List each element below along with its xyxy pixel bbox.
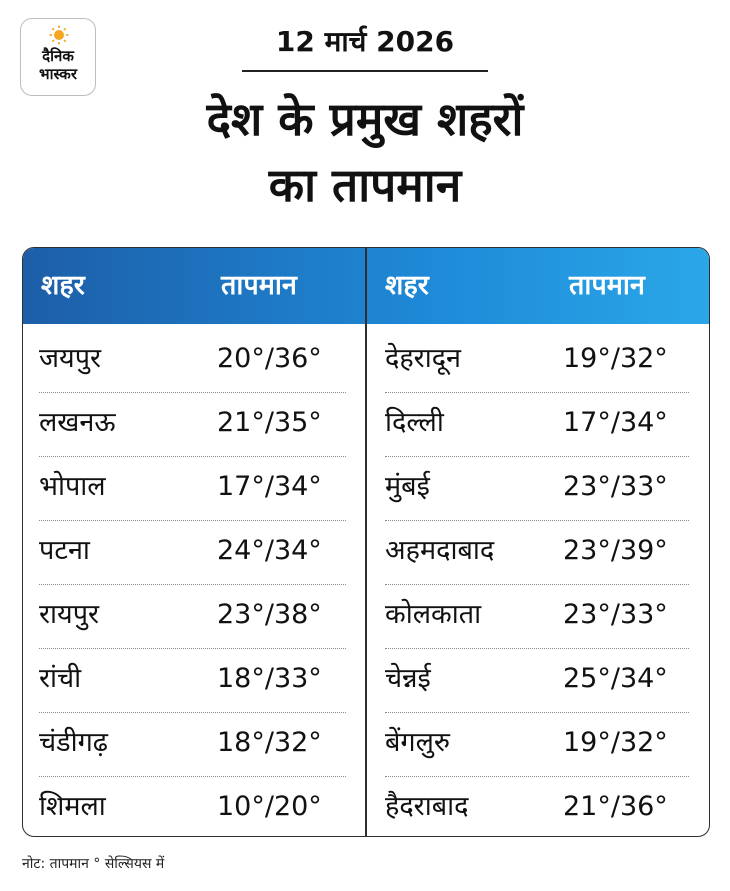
page-title [40, 86, 690, 218]
temperature-value: 18°/33° [217, 663, 322, 694]
temperature-value: 23°/33° [563, 599, 668, 630]
sun-icon [49, 25, 69, 45]
temperature-value: 25°/34° [563, 663, 668, 694]
city-name: भोपाल [39, 471, 106, 502]
temperature-value: 23°/38° [217, 599, 322, 630]
city-name: चेन्नई [385, 663, 431, 694]
header-temp-left: तापमान [221, 270, 297, 301]
date-label: 12 मार्च 2026 [275, 25, 455, 58]
temperature-value: 17°/34° [217, 471, 322, 502]
table-row [39, 777, 346, 837]
table-row [39, 585, 346, 649]
temperature-value: 10°/20° [217, 791, 322, 822]
column-divider [365, 248, 367, 836]
city-name: रांची [39, 663, 82, 694]
table-row [385, 521, 689, 585]
temperature-value: 19°/32° [563, 727, 668, 758]
temperature-value: 20°/36° [217, 343, 322, 374]
city-name: देहरादून [385, 343, 462, 374]
temperature-value: 21°/36° [563, 791, 668, 822]
table-row [39, 393, 346, 457]
temperature-value: 18°/32° [217, 727, 322, 758]
logo-text-line1: दैनिक [42, 47, 74, 65]
city-name: जयपुर [39, 343, 102, 374]
header-city-right: शहर [385, 270, 429, 301]
city-name: बेंगलुरु [385, 727, 451, 758]
temperature-value: 23°/33° [563, 471, 668, 502]
table-row [39, 329, 346, 393]
temperature-table [22, 247, 710, 837]
header-city-left: शहर [41, 270, 85, 301]
footnote: नोट: तापमान ° सेल्सियस में [22, 856, 165, 872]
temperature-value: 19°/32° [563, 343, 668, 374]
table-row [385, 585, 689, 649]
table-row [385, 457, 689, 521]
city-name: शिमला [39, 791, 106, 822]
temperature-value: 21°/35° [217, 407, 322, 438]
title-line2: का तापमान [268, 158, 462, 212]
table-row [39, 457, 346, 521]
city-name: कोलकाता [385, 599, 482, 630]
city-name: चंडीगढ़ [39, 727, 108, 758]
city-name: लखनऊ [39, 407, 116, 438]
city-name: मुंबई [385, 471, 430, 502]
city-name: दिल्ली [385, 407, 444, 438]
table-row [385, 649, 689, 713]
table-row [39, 521, 346, 585]
table-row [385, 393, 689, 457]
date-underline [242, 70, 488, 72]
logo-text-line2: भास्कर [39, 65, 77, 83]
table-row [39, 713, 346, 777]
table-row [39, 649, 346, 713]
table-row [385, 777, 689, 837]
temperature-value: 24°/34° [217, 535, 322, 566]
dainik-bhaskar-logo [20, 18, 96, 96]
city-name: पटना [39, 535, 90, 566]
city-name: रायपुर [39, 599, 100, 630]
city-name: अहमदाबाद [385, 535, 495, 566]
city-name: हैदराबाद [385, 791, 469, 822]
table-row [385, 329, 689, 393]
header-temp-right: तापमान [569, 270, 645, 301]
temperature-value: 23°/39° [563, 535, 668, 566]
temperature-value: 17°/34° [563, 407, 668, 438]
table-row [385, 713, 689, 777]
title-line1: देश के प्रमुख शहरों [206, 92, 524, 146]
